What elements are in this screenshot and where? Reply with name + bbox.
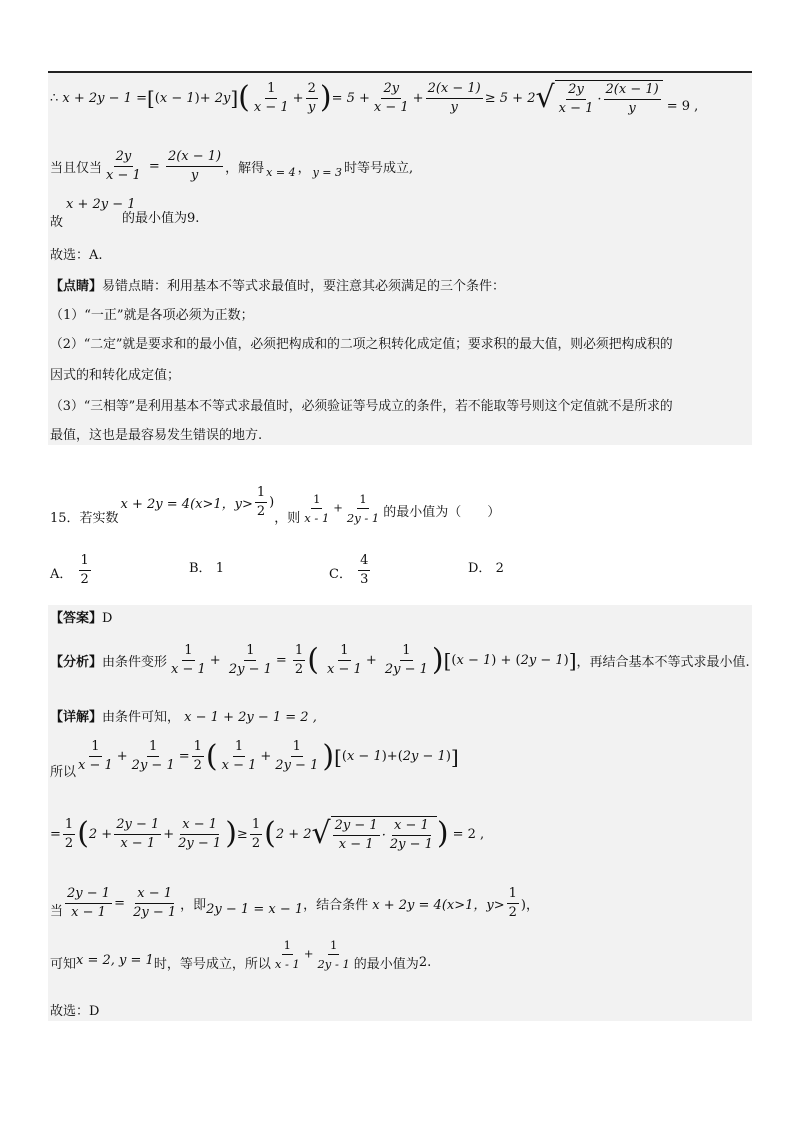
option-c[interactable]: C． $\frac{4}{3}$ [329,553,369,587]
therefore-sign: ∴ [50,90,59,106]
eq-tail: = 9 , [666,98,699,114]
tip-3b: 最值，这也是最容易发生错误的地方. [50,428,263,443]
tip-2a: （2）“二定”就是要求和的最小值，必须把构成和的二项之积转化成定值；要求积的最大值，则必须把构成积的 [50,337,673,352]
option-a-value: $\frac{1}{2}$ [80,553,89,587]
equality-condition: 当且仅当 $\frac{2y}{x - 1}$ = $\frac{2(x - 1)}{y}$ ，解得 x = 4 ， y = 3 时等号成立, [50,148,414,183]
tip-2b: 因式的和转化成定值； [50,368,181,383]
detail-step-4: 可知 x = 2, y = 1 时，等号成立，所以 $\frac{1}{x - 1}$ + $\frac{1}{2y - 1}$ 的最小值为 2 . [50,937,432,972]
analysis-line: 【分析】 由条件变形 $\frac{1}{x - 1}$ + $\frac{1}{2y - 1}$ = $\frac{1}{2}$ ( $\frac{1}{x - 1}$ + $\frac{1}{2y - 1}$ )[(x − 1) + (2y − 1)] ，再结合基本不等式求最小值. [50,642,750,677]
tip-3a: （3）“三相等”是利用基本不等式求最值时，必须验证等号成立的条件，若不能取等号则这个定值就不是所求的 [50,399,673,414]
question-15: 15．若实数 x + 2y = 4(x>1，y> 1 2 ) ，则 $\frac{1}{x - 1}$ + $\frac{1}{2y - 1}$ 的最小值为（ ） [50,484,501,526]
inequality-chain: ∴ x + 2y − 1 = [ ( x − 1 ) + 2y ] ( 1 x − 1 + 2 y ) = 5 + 2y x − 1 + 2(x − 1) y ≥ 5 + 2 √ 2y x − 1 · 2(x − 1) y = 9 , [50,80,699,116]
detail-step-3: 当 $\frac{2y - 1}{x - 1}$ = $\frac{x - 1}{2y - 1}$ ，即 2y − 1 = x − 1 ，结合条件 x + 2y = 4(x>1，y> 1 2 )， [50,885,539,920]
detail-step-2: = 1 2 ( 2 + 2y − 1 x − 1 + x − 1 2y − 1 ) ≥ 1 2 ( 2 + 2 √ 2y − 1 x − 1 · x − 1 2y − 1 ) = 2 , [50,816,485,852]
tip-1: （1）“一正”就是各项必须为正数； [50,308,254,323]
question-number: 15．若实数 [50,510,119,526]
previous-solution-panel [48,73,752,445]
option-b[interactable]: B． 1 [189,561,224,576]
tip-line: 【点睛】易错点睛：利用基本不等式求最值时，要注意其必须满足的三个条件： [50,279,506,294]
option-c-value: $\frac{4}{3}$ [360,553,369,587]
answer-line: 【答案】D [50,611,113,626]
option-d[interactable]: D． 2 [468,561,504,576]
option-a[interactable]: A． $\frac{1}{2}$ [50,553,89,587]
answer-choose: 故选：D [50,1004,100,1019]
previous-choose: 故选：A. [50,248,103,263]
detail-line: 【详解】由条件可知， x − 1 + 2y − 1 = 2 , [50,710,317,725]
